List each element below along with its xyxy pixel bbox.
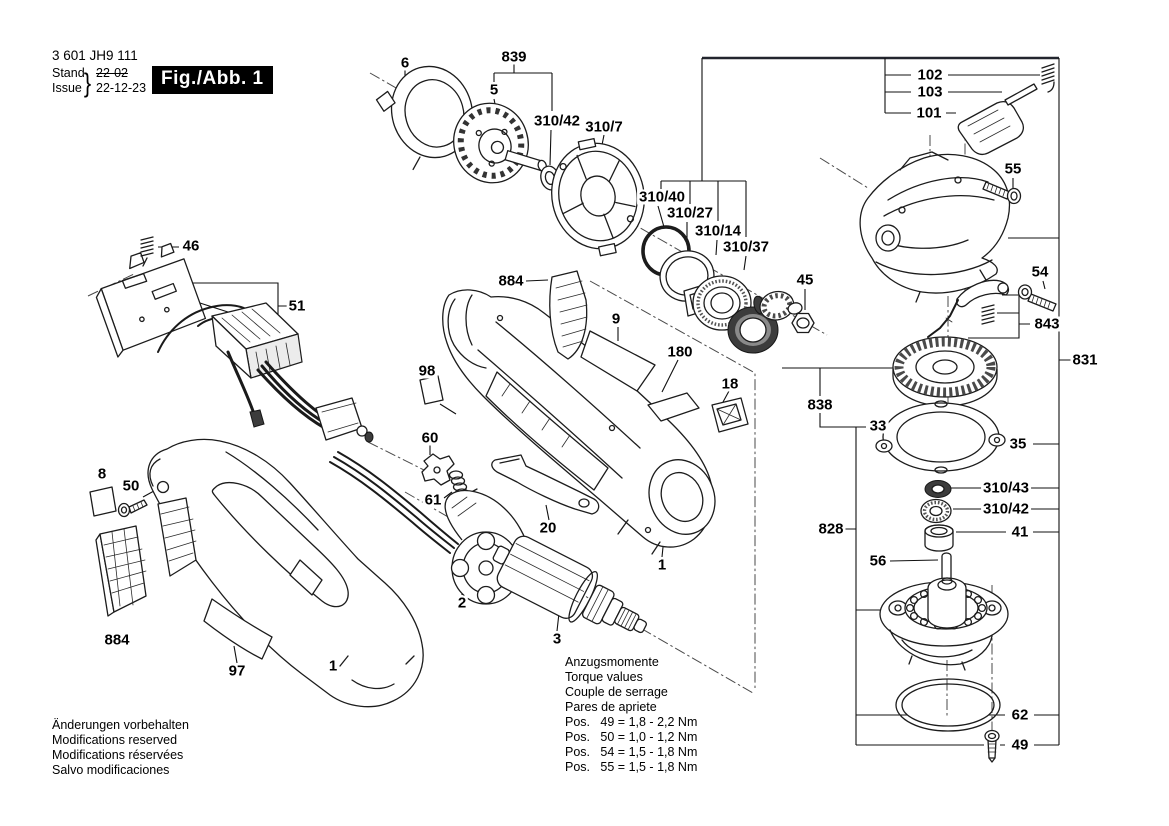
part-switch-lever-60 [422, 454, 454, 485]
callout-41: 41 [1011, 523, 1029, 541]
callout-828: 828 [818, 520, 844, 538]
callout-97: 97 [228, 662, 246, 680]
callout-1: 1 [328, 657, 338, 675]
torque-heading-es: Pares de apriete [565, 700, 657, 714]
callout-310-27: 310/27 [667, 204, 713, 222]
note-en: Modifications reserved [52, 733, 178, 747]
torque-entry-55: Pos. 55 = 1,5 - 1,8 Nm [565, 760, 698, 774]
callout-310-40: 310/40 [639, 188, 685, 206]
callout-45: 45 [796, 271, 814, 289]
torque-heading-de: Anzugsmomente [565, 655, 659, 669]
part-spring-102 [1042, 64, 1054, 92]
note-de: Änderungen vorbehalten [52, 718, 189, 732]
note-fr: Modifications réservées [52, 748, 184, 762]
note-es: Salvo modificaciones [52, 763, 170, 777]
callout-310-42: 310/42 [534, 112, 580, 130]
callout-8: 8 [97, 465, 107, 483]
callout-6: 6 [400, 54, 410, 72]
callout-310-43: 310/43 [983, 479, 1029, 497]
callout-33: 33 [869, 417, 887, 435]
callout-54: 54 [1031, 263, 1049, 281]
type-number: 3 601 JH9 111 [52, 48, 138, 63]
callout-831: 831 [1072, 351, 1098, 369]
callout-103: 103 [917, 83, 943, 101]
part-screw-54 [1019, 285, 1057, 311]
part-sticker-98 [420, 376, 443, 404]
part-retaining-ring-33-35 [876, 401, 1005, 473]
stand-value: 22-02 [96, 66, 128, 80]
callout-46: 46 [182, 237, 200, 255]
part-washer-310-43 [925, 481, 951, 498]
callout-102: 102 [917, 66, 943, 84]
part-spacer-sleeve-41 [925, 525, 953, 551]
callout-1: 1 [657, 556, 667, 574]
part-contact-plate-51 [90, 237, 209, 359]
part-vent-grille-884-bottom [96, 526, 146, 616]
callout-884: 884 [498, 272, 524, 290]
torque-entry-54: Pos. 54 = 1,5 - 1,8 Nm [565, 745, 698, 759]
callout-310-7: 310/7 [585, 118, 623, 136]
torque-entry-49: Pos. 49 = 1,8 - 2,2 Nm [565, 715, 698, 729]
callout-5: 5 [489, 81, 499, 99]
part-pin-103 [1005, 84, 1037, 105]
part-handle-housing-1 [148, 439, 423, 706]
part-screw-49 [985, 731, 999, 763]
part-label-8 [90, 487, 116, 516]
stand-label: Stand [52, 66, 85, 80]
callout-56: 56 [869, 552, 887, 570]
torque-entry-50: Pos. 50 = 1,0 - 1,2 Nm [565, 730, 698, 744]
part-switch-button-101 [958, 102, 1023, 155]
issue-value: 22-12-23 [96, 81, 147, 95]
callout-310-37: 310/37 [723, 238, 769, 256]
callout-50: 50 [122, 477, 140, 495]
callout-35: 35 [1009, 435, 1027, 453]
torque-heading-fr: Couple de serrage [565, 685, 668, 699]
part-bevel-gear-838 [893, 337, 997, 406]
callout-62: 62 [1011, 706, 1029, 724]
callout-18: 18 [721, 375, 739, 393]
callout-49: 49 [1011, 736, 1029, 754]
issue-label: Issue [52, 81, 82, 95]
callout-98: 98 [418, 362, 436, 380]
callout-51: 51 [288, 297, 306, 315]
part-ball-bearing-310-42 [921, 500, 951, 523]
torque-values-note [565, 655, 697, 775]
callout-20: 20 [539, 519, 557, 537]
callout-3: 3 [552, 630, 562, 648]
callout-61: 61 [424, 491, 442, 509]
callout-180: 180 [667, 343, 693, 361]
part-o-ring-62 [896, 679, 1000, 731]
callout-838: 838 [807, 396, 833, 414]
callout-2: 2 [457, 594, 467, 612]
part-screw-50 [119, 500, 148, 517]
brace-glyph: } [83, 68, 92, 98]
callout-9: 9 [611, 310, 621, 328]
callout-101: 101 [916, 104, 942, 122]
callout-60: 60 [421, 429, 439, 447]
part-spring-843 [982, 305, 994, 324]
callout-839: 839 [501, 48, 527, 66]
callout-843: 843 [1034, 315, 1060, 333]
torque-heading-en: Torque values [565, 670, 643, 684]
part-bearing-flange [880, 578, 1008, 670]
callout-55: 55 [1004, 160, 1022, 178]
callout-310-42: 310/42 [983, 500, 1029, 518]
part-lock-nut-45 [792, 314, 814, 333]
figure-badge: Fig./Abb. 1 [152, 66, 273, 94]
part-gear-housing [860, 152, 1009, 302]
callout-884: 884 [104, 631, 130, 649]
callout-310-14: 310/14 [695, 222, 741, 240]
modifications-note [52, 718, 189, 778]
part-button-18 [712, 398, 748, 432]
